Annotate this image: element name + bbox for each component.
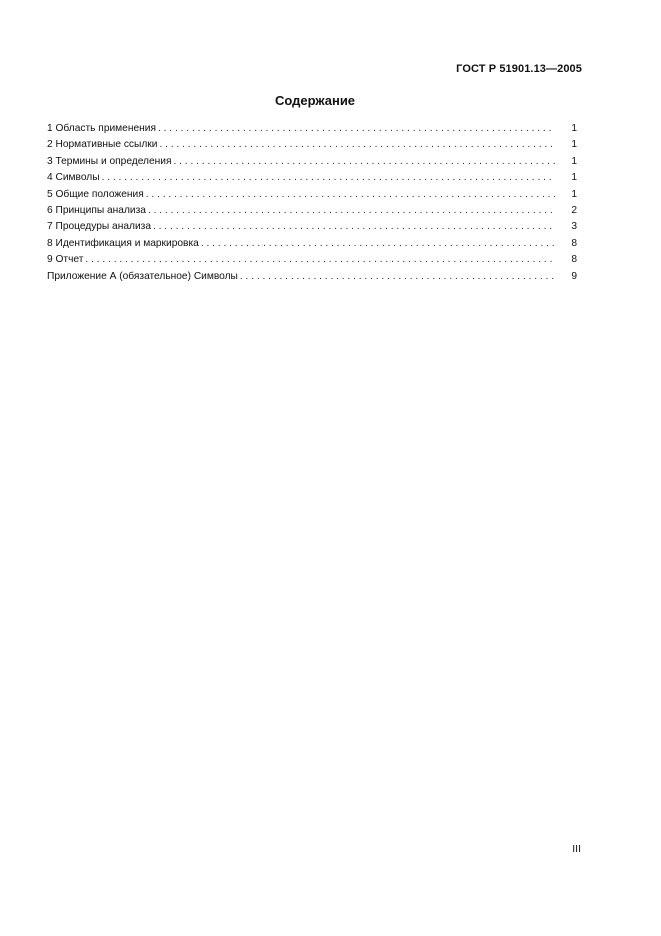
toc-entry-page: 1 bbox=[571, 139, 577, 151]
toc-entry-label: 2 Нормативные ссылки bbox=[47, 139, 158, 151]
toc-entry[interactable] bbox=[47, 219, 577, 235]
toc-leader-dots bbox=[146, 187, 555, 203]
toc-entry-page: 1 bbox=[571, 123, 577, 134]
toc-entry[interactable] bbox=[47, 252, 577, 268]
toc-entry-label: 6 Принципы анализа bbox=[47, 204, 146, 216]
toc-entry-label: Приложение А (обязательное) Символы bbox=[47, 270, 238, 282]
toc-leader-dots bbox=[153, 219, 555, 235]
table-of-contents bbox=[47, 121, 577, 285]
toc-entry-label: 5 Общие положения bbox=[47, 188, 144, 200]
toc-leader-dots bbox=[159, 137, 555, 153]
toc-entry-label: 9 Отчет bbox=[47, 254, 84, 266]
toc-entry-page: 8 bbox=[571, 254, 577, 266]
toc-entry-label: 7 Процедуры анализа bbox=[47, 221, 151, 233]
toc-entry-page: 8 bbox=[571, 237, 577, 249]
toc-entry-page: 9 bbox=[571, 270, 577, 282]
toc-entry-label: 1 Область применения bbox=[47, 123, 156, 134]
toc-leader-dots bbox=[148, 203, 555, 219]
toc-entry-page: 1 bbox=[571, 155, 577, 167]
toc-entry[interactable] bbox=[47, 121, 577, 137]
toc-entry[interactable] bbox=[47, 170, 577, 186]
standard-code: ГОСТ Р 51901.13—2005 bbox=[456, 63, 582, 75]
toc-entry-label: 8 Идентификация и маркировка bbox=[47, 237, 199, 249]
toc-entry-page: 1 bbox=[571, 172, 577, 184]
toc-leader-dots bbox=[240, 269, 555, 285]
toc-entry[interactable] bbox=[47, 137, 577, 153]
toc-entry-label: 3 Термины и определения bbox=[47, 155, 172, 167]
toc-leader-dots bbox=[173, 154, 555, 170]
page-number: III bbox=[572, 843, 581, 855]
toc-entry-page: 3 bbox=[571, 221, 577, 233]
toc-entry[interactable] bbox=[47, 203, 577, 219]
toc-leader-dots bbox=[102, 170, 555, 186]
toc-entry[interactable] bbox=[47, 236, 577, 252]
toc-leader-dots bbox=[85, 252, 555, 268]
toc-title: Содержание bbox=[274, 93, 356, 108]
toc-leader-dots bbox=[158, 121, 555, 137]
toc-entry[interactable] bbox=[47, 187, 577, 203]
toc-entry-label: 4 Символы bbox=[47, 172, 100, 184]
toc-entry-page: 2 bbox=[571, 204, 577, 216]
toc-entry[interactable] bbox=[47, 269, 577, 285]
toc-entry-page: 1 bbox=[571, 188, 577, 200]
toc-entry[interactable] bbox=[47, 154, 577, 170]
toc-leader-dots bbox=[201, 236, 555, 252]
